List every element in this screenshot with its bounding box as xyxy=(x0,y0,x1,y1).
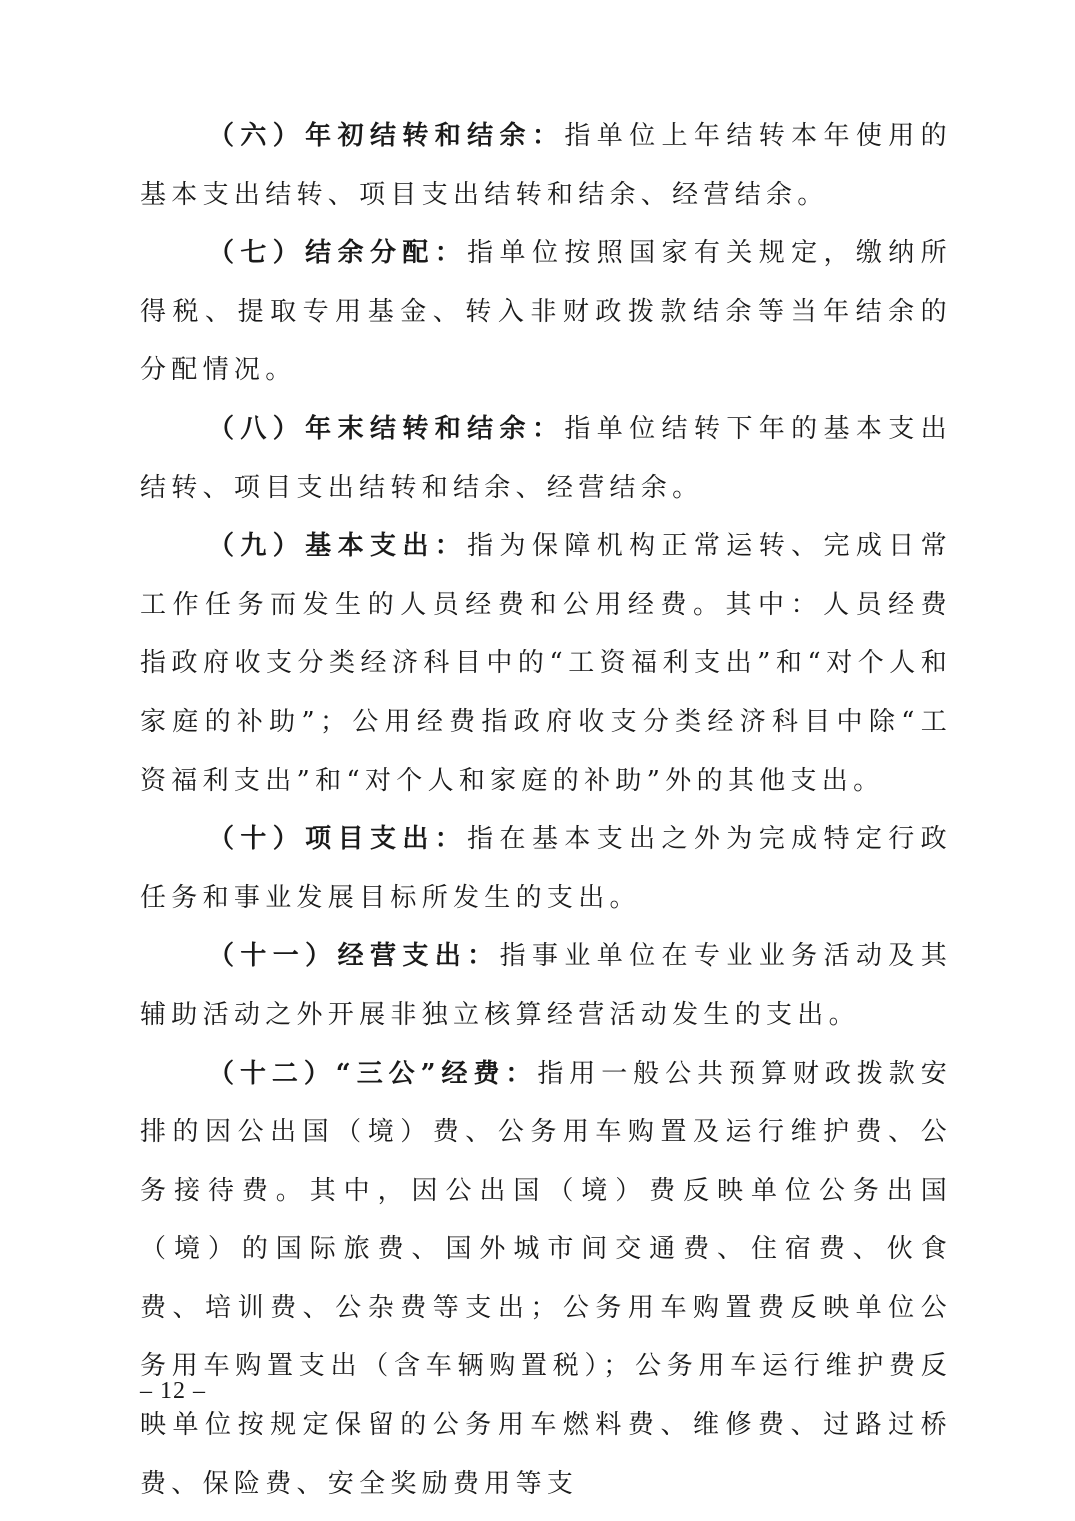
paragraph-nine xyxy=(140,517,952,810)
paragraph-eleven xyxy=(140,927,952,1044)
paragraph-six xyxy=(140,107,952,224)
term-definition: 指事业单位在专业业务活动及其辅助活动之外开展非独立核算经营活动发生的支出。 xyxy=(140,941,952,1030)
term-definition: 指用一般公共预算财政拨款安排的因公出国（境）费、公务用车购置及运行维护费、公务接待费。其中，因公出国（境）费反映单位公务出国（境）的国际旅费、国外城市间交通费、住宿费、伙食费、培训费、公杂费等支出；公务用车购置费反映单位公务用车购置支出（含车辆购置税）；公务用车运行维护费反映单位按规定保留的公务用车燃料费、维修费、过路过桥费、保险费、安全奖励费用等支 xyxy=(140,1058,952,1499)
term-definition: 指单位上年结转本年使用的基本支出结转、项目支出结转和结余、经营结余。 xyxy=(140,121,952,210)
paragraph-ten xyxy=(140,810,952,927)
paragraph-twelve xyxy=(140,1045,952,1514)
term-definition: 指单位结转下年的基本支出结转、项目支出结转和结余、经营结余。 xyxy=(140,413,952,503)
document-body xyxy=(140,107,952,1513)
term-definition: 指单位按照国家有关规定，缴纳所得税、提取专用基金、转入非财政拨款结余等当年结余的分配情况。 xyxy=(140,238,952,386)
term-definition: 指在基本支出之外为完成特定行政任务和事业发展目标所发生的支出。 xyxy=(140,824,952,913)
term-heading: （十一）经营支出： xyxy=(208,941,500,972)
term-heading: （十）项目支出： xyxy=(208,824,468,855)
term-heading: （八）年末结转和结余： xyxy=(208,413,565,444)
paragraph-seven xyxy=(140,224,952,400)
term-heading: （七）结余分配： xyxy=(208,238,468,269)
term-definition: 指为保障机构正常运转、完成日常工作任务而发生的人员经费和公用经费。其中：人员经费指政府收支分类经济科目中的“工资福利支出”和“对个人和家庭的补助”；公用经费指政府收支分类经济科目中除“工资福利支出”和“对个人和家庭的补助”外的其他支出。 xyxy=(140,531,952,796)
page-number: – 12 – xyxy=(140,1378,206,1404)
term-heading: （六）年初结转和结余： xyxy=(208,121,565,151)
paragraph-eight xyxy=(140,400,952,517)
term-heading: （十二）“三公”经费： xyxy=(208,1058,538,1089)
term-heading: （九）基本支出： xyxy=(208,531,468,562)
